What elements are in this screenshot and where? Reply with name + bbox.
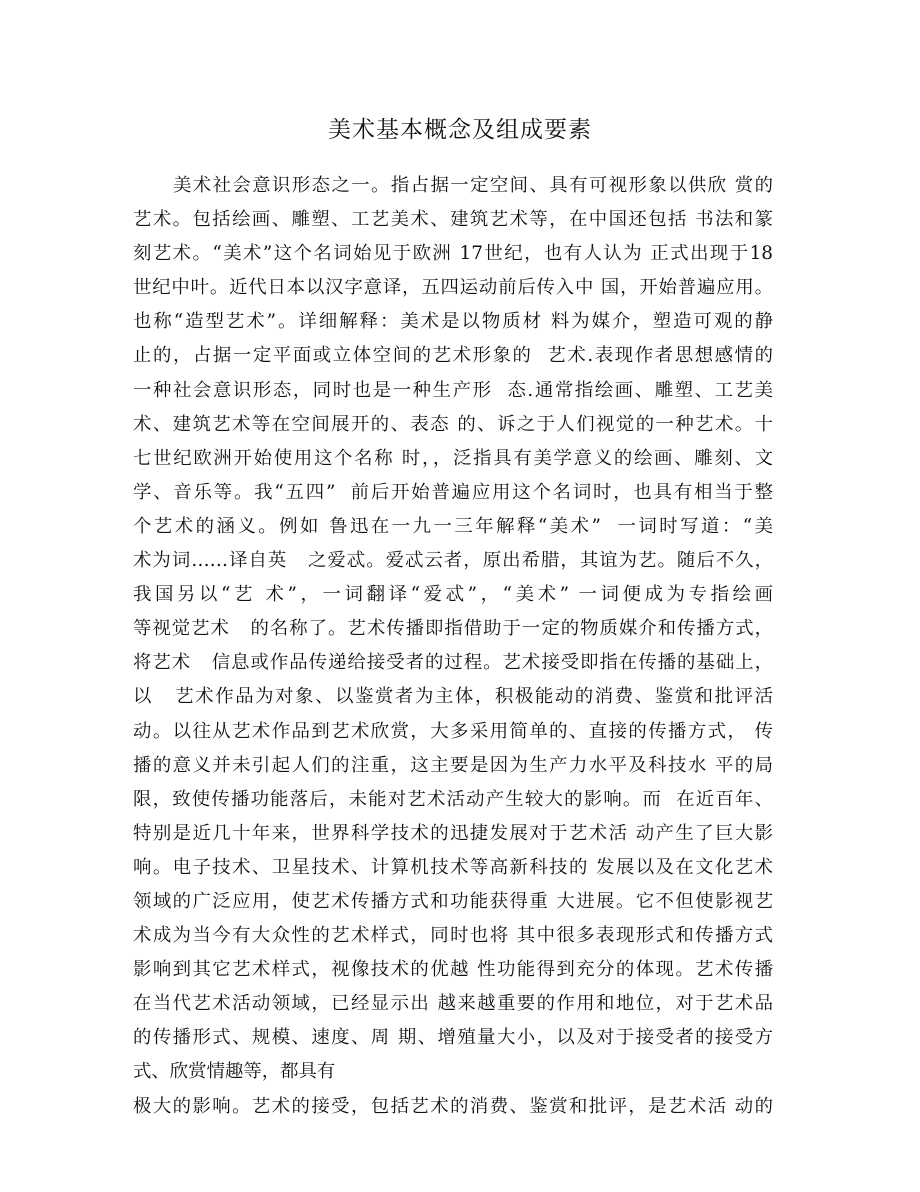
page-title: 美术基本概念及组成要素 — [328, 117, 592, 143]
body-line: 将艺术 信息或作品传递给接受者的过程。艺术接受即指在传播的基础上， — [133, 652, 773, 674]
body-line: 一种社会意识形态，同时也是一种生产形 态.通常指绘画、雕塑、工艺美 — [133, 379, 773, 401]
body-line: 动。以往从艺术作品到艺术欣赏，大多采用简单的、直接的传播方式， 传 — [133, 720, 773, 742]
body-line: 艺术。包括绘画、雕塑、工艺美术、建筑艺术等，在中国还包括 书法和篆 — [133, 209, 773, 231]
body-line: 以 艺术作品为对象、以鉴赏者为主体，积极能动的消费、鉴赏和批评活 — [133, 686, 773, 708]
body-line: 术、建筑艺术等在空间展开的、表态 的、诉之于人们视觉的一种艺术。十 — [133, 413, 773, 435]
body-line: 播的意义并未引起人们的注重，这主要是因为生产力水平及科技水 平的局 — [133, 754, 773, 776]
body-line: 领域的广泛应用，使艺术传播方式和功能获得重 大进展。它不但使影视艺 — [133, 890, 773, 912]
body-line: 式、欣赏情趣等，都具有 — [133, 1061, 336, 1083]
body-paragraph — [133, 169, 773, 1124]
body-line: 学、音乐等。我“五四” 前后开始普遍应用这个名词时，也具有相当于整 — [133, 481, 773, 503]
body-line: 术为词……译自英 之爱忒。爱忒云者，原出希腊，其谊为艺。随后不久， — [133, 550, 773, 572]
body-line: 限，致使传播功能落后，未能对艺术活动产生较大的影响。而 在近百年、 — [133, 788, 773, 810]
body-line: 特别是近几十年来，世界科学技术的迅捷发展对于艺术活 动产生了巨大影 — [133, 822, 773, 844]
body-line: 美术社会意识形态之一。指占据一定空间、具有可视形象以供欣 赏的 — [173, 175, 773, 196]
body-line: 极大的影响。艺术的接受，包括艺术的消费、鉴赏和批评，是艺术活 动的 — [133, 1095, 773, 1117]
body-line: 的传播形式、规模、速度、周 期、增殖量大小，以及对于接受者的接受方 — [133, 1027, 773, 1049]
body-line: 影响到其它艺术样式，视像技术的优越 性功能得到充分的体现。艺术传播 — [133, 959, 773, 981]
body-line: 也称“造型艺术”。详细解释：美术是以物质材 料为媒介，塑造可观的静 — [133, 311, 773, 333]
body-line: 世纪中叶。近代日本以汉字意译，五四运动前后传入中 国，开始普遍应用。 — [133, 277, 773, 299]
body-line: 七世纪欧洲开始使用这个名称 时，，泛指具有美学意义的绘画、雕刻、文 — [133, 447, 773, 469]
body-line: 等视觉艺术 的名称了。艺术传播即指借助于一定的物质媒介和传播方式， — [133, 618, 773, 640]
body-line: 响。电子技术、卫星技术、计算机技术等高新科技的 发展以及在文化艺术 — [133, 856, 773, 878]
body-line: 止的，占据一定平面或立体空间的艺术形象的 艺术.表现作者思想感情的 — [133, 345, 773, 367]
body-line: 个艺术的涵义。例如 鲁迅在一九一三年解释“美术” 一词时写道：“美 — [133, 515, 773, 537]
body-line: 术成为当今有大众性的艺术样式，同时也将 其中很多表现形式和传播方式 — [133, 925, 773, 947]
body-line: 刻艺术。“美术”这个名词始见于欧洲 17世纪，也有人认为 正式出现于18 — [133, 243, 773, 265]
body-line: 我国另以“艺 术”，一词翻译“爱忒”，“美术” 一词便成为专指绘画 — [133, 584, 773, 606]
body-line: 在当代艺术活动领域，已经显示出 越来越重要的作用和地位，对于艺术品 — [133, 993, 773, 1015]
